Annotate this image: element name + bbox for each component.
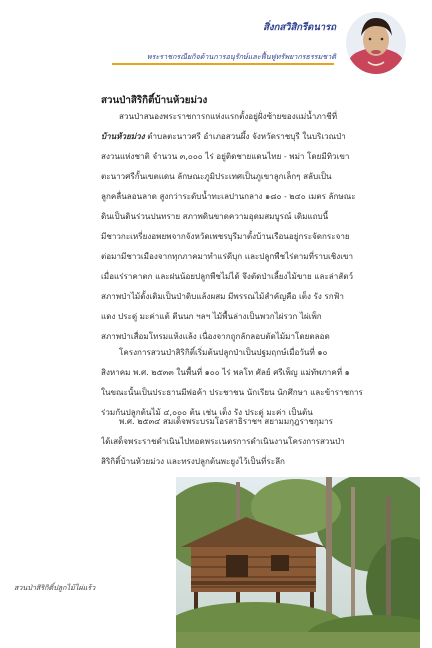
forest-house-photo: [176, 477, 420, 648]
paragraph-line: เมื่อแร่ราคาตก และฝนน้อยปลูกพืชไม่ได้ จึงตัดป่าเลี้ยงไม้ขาย และล่าสัตว์: [101, 271, 354, 281]
paragraph-1: [101, 106, 401, 346]
paragraph-line: มีชาวกะเหรี่ยงอพยพจากจังหวัดเพชรบุรีมาตั้งบ้านเรือนอยู่กระจัดกระจาย: [101, 231, 350, 241]
paragraph-line: สงวนแห่งชาติ จำนวน ๓,๐๐๐ ไร่ อยู่ติดชายแดนไทย - พม่า โดยมีทิวเขา: [101, 151, 350, 161]
paragraph-line: ตะนาวศรีกั้นเขตแดน ลักษณะภูมิประเทศเป็นภูเขาลูกเล็กๆ สลับเป็น: [101, 171, 332, 181]
place-name: บ้านห้วยม่วง: [101, 131, 145, 141]
article-title: สวนป่าสิริกิติ์บ้านห้วยม่วง: [101, 95, 208, 106]
paragraph-line: แดง ประดู่ มะค่าแต้ ตีนนก ฯลฯ ไม้พื้นล่างเป็นพวกไผ่รวก ไผ่เพ็ก: [101, 311, 322, 321]
paragraph-line: โครงการสวนป่าสิริกิติ์เริ่มต้นปลูกป่าเป็นปฐมฤกษ์เมื่อวันที่ ๑๐: [119, 347, 328, 357]
paragraph-line: สิงหาคม พ.ศ. ๒๕๓๓ ในพื้นที่ ๑๐๐ ไร่ พลโท ศัลย์ ศรีเพ็ญ แม่ทัพภาคที่ ๑: [101, 367, 350, 377]
paragraph-line: สภาพป่าเสื่อมโทรมแห้งแล้ง เนื่องจากถูกลักลอบตัดไม้มาโดยตลอด: [101, 331, 330, 341]
paragraph-3: [101, 411, 401, 471]
paragraph-line: ร่วมกันปลูกต้นไม้ ๔,๐๐๐ ต้น เช่น เต็ง รัง ประดู่ มะค่า เป็นต้น: [101, 407, 313, 417]
paragraph-line: สวนป่าสนองพระราชการกแห่งแรกตั้งอยู่ฝั่งซ้ายของแม่น้ำภาชีที่: [119, 111, 338, 121]
paragraph-line: พ.ศ. ๒๕๓๔ สมเด็จพระบรมโอรสาธิราชฯ สยามมกุฎราชกุมาร: [119, 416, 334, 426]
portrait-photo: [346, 12, 406, 74]
paragraph-line: [101, 126, 401, 146]
paragraph-line: ได้เสด็จพระราชดำเนินไปทอดพระเนตรการดำเนินงานโครงการสวนป่า: [101, 436, 345, 446]
paragraph-line: สภาพป่าไม้ดั้งเดิมเป็นป่าดิบแล้งผสม มีพรรณไม้สำคัญคือ เต็ง รัง รกฟ้า: [101, 291, 344, 301]
paragraph-text: ตำบลตะนาวศรี อำเภอสวนผึ้ง จังหวัดราชบุรี ในบริเวณป่า: [144, 131, 346, 141]
paragraph-line: ในขณะนั้นเป็นประธานมีพ่อค้า ประชาชน นักเรียน นักศึกษา และข้าราชการ: [101, 387, 363, 397]
paragraph-line: ต่อมามีชาวเมืองจากทุกภาคมาทำแร่ดีบุก และปลูกพืชไร่ตามที่ราบเชิงเขา: [101, 251, 354, 261]
header-subtitle: พระราชกรณียกิจด้านการอนุรักษ์และฟื้นฟูทรัพยากรธรรมชาติ: [146, 52, 336, 61]
paragraph-line: ดินเป็นดินร่วนปนทราย สภาพดินขาดความอุดมสมบูรณ์ เดิมแถบนี้: [101, 211, 329, 221]
photo-caption: สวนป่าสิริกิติ์ปลูกไม้ไผ่แร้ว: [14, 583, 96, 592]
header-divider: [112, 63, 334, 65]
header-title: สิ่งกสวิสิกรีดนารถ: [263, 22, 336, 33]
paragraph-line: ลูกคลื่นลอนลาด สูงกว่าระดับน้ำทะเลปานกลาง ๑๘๐ - ๒๔๐ เมตร ลักษณะ: [101, 191, 356, 201]
paragraph-2: [101, 342, 401, 422]
paragraph-line: สิริกิติ์บ้านห้วยม่วง และทรงปลูกต้นพะยูงไว้เป็นที่ระลึก: [101, 456, 285, 466]
